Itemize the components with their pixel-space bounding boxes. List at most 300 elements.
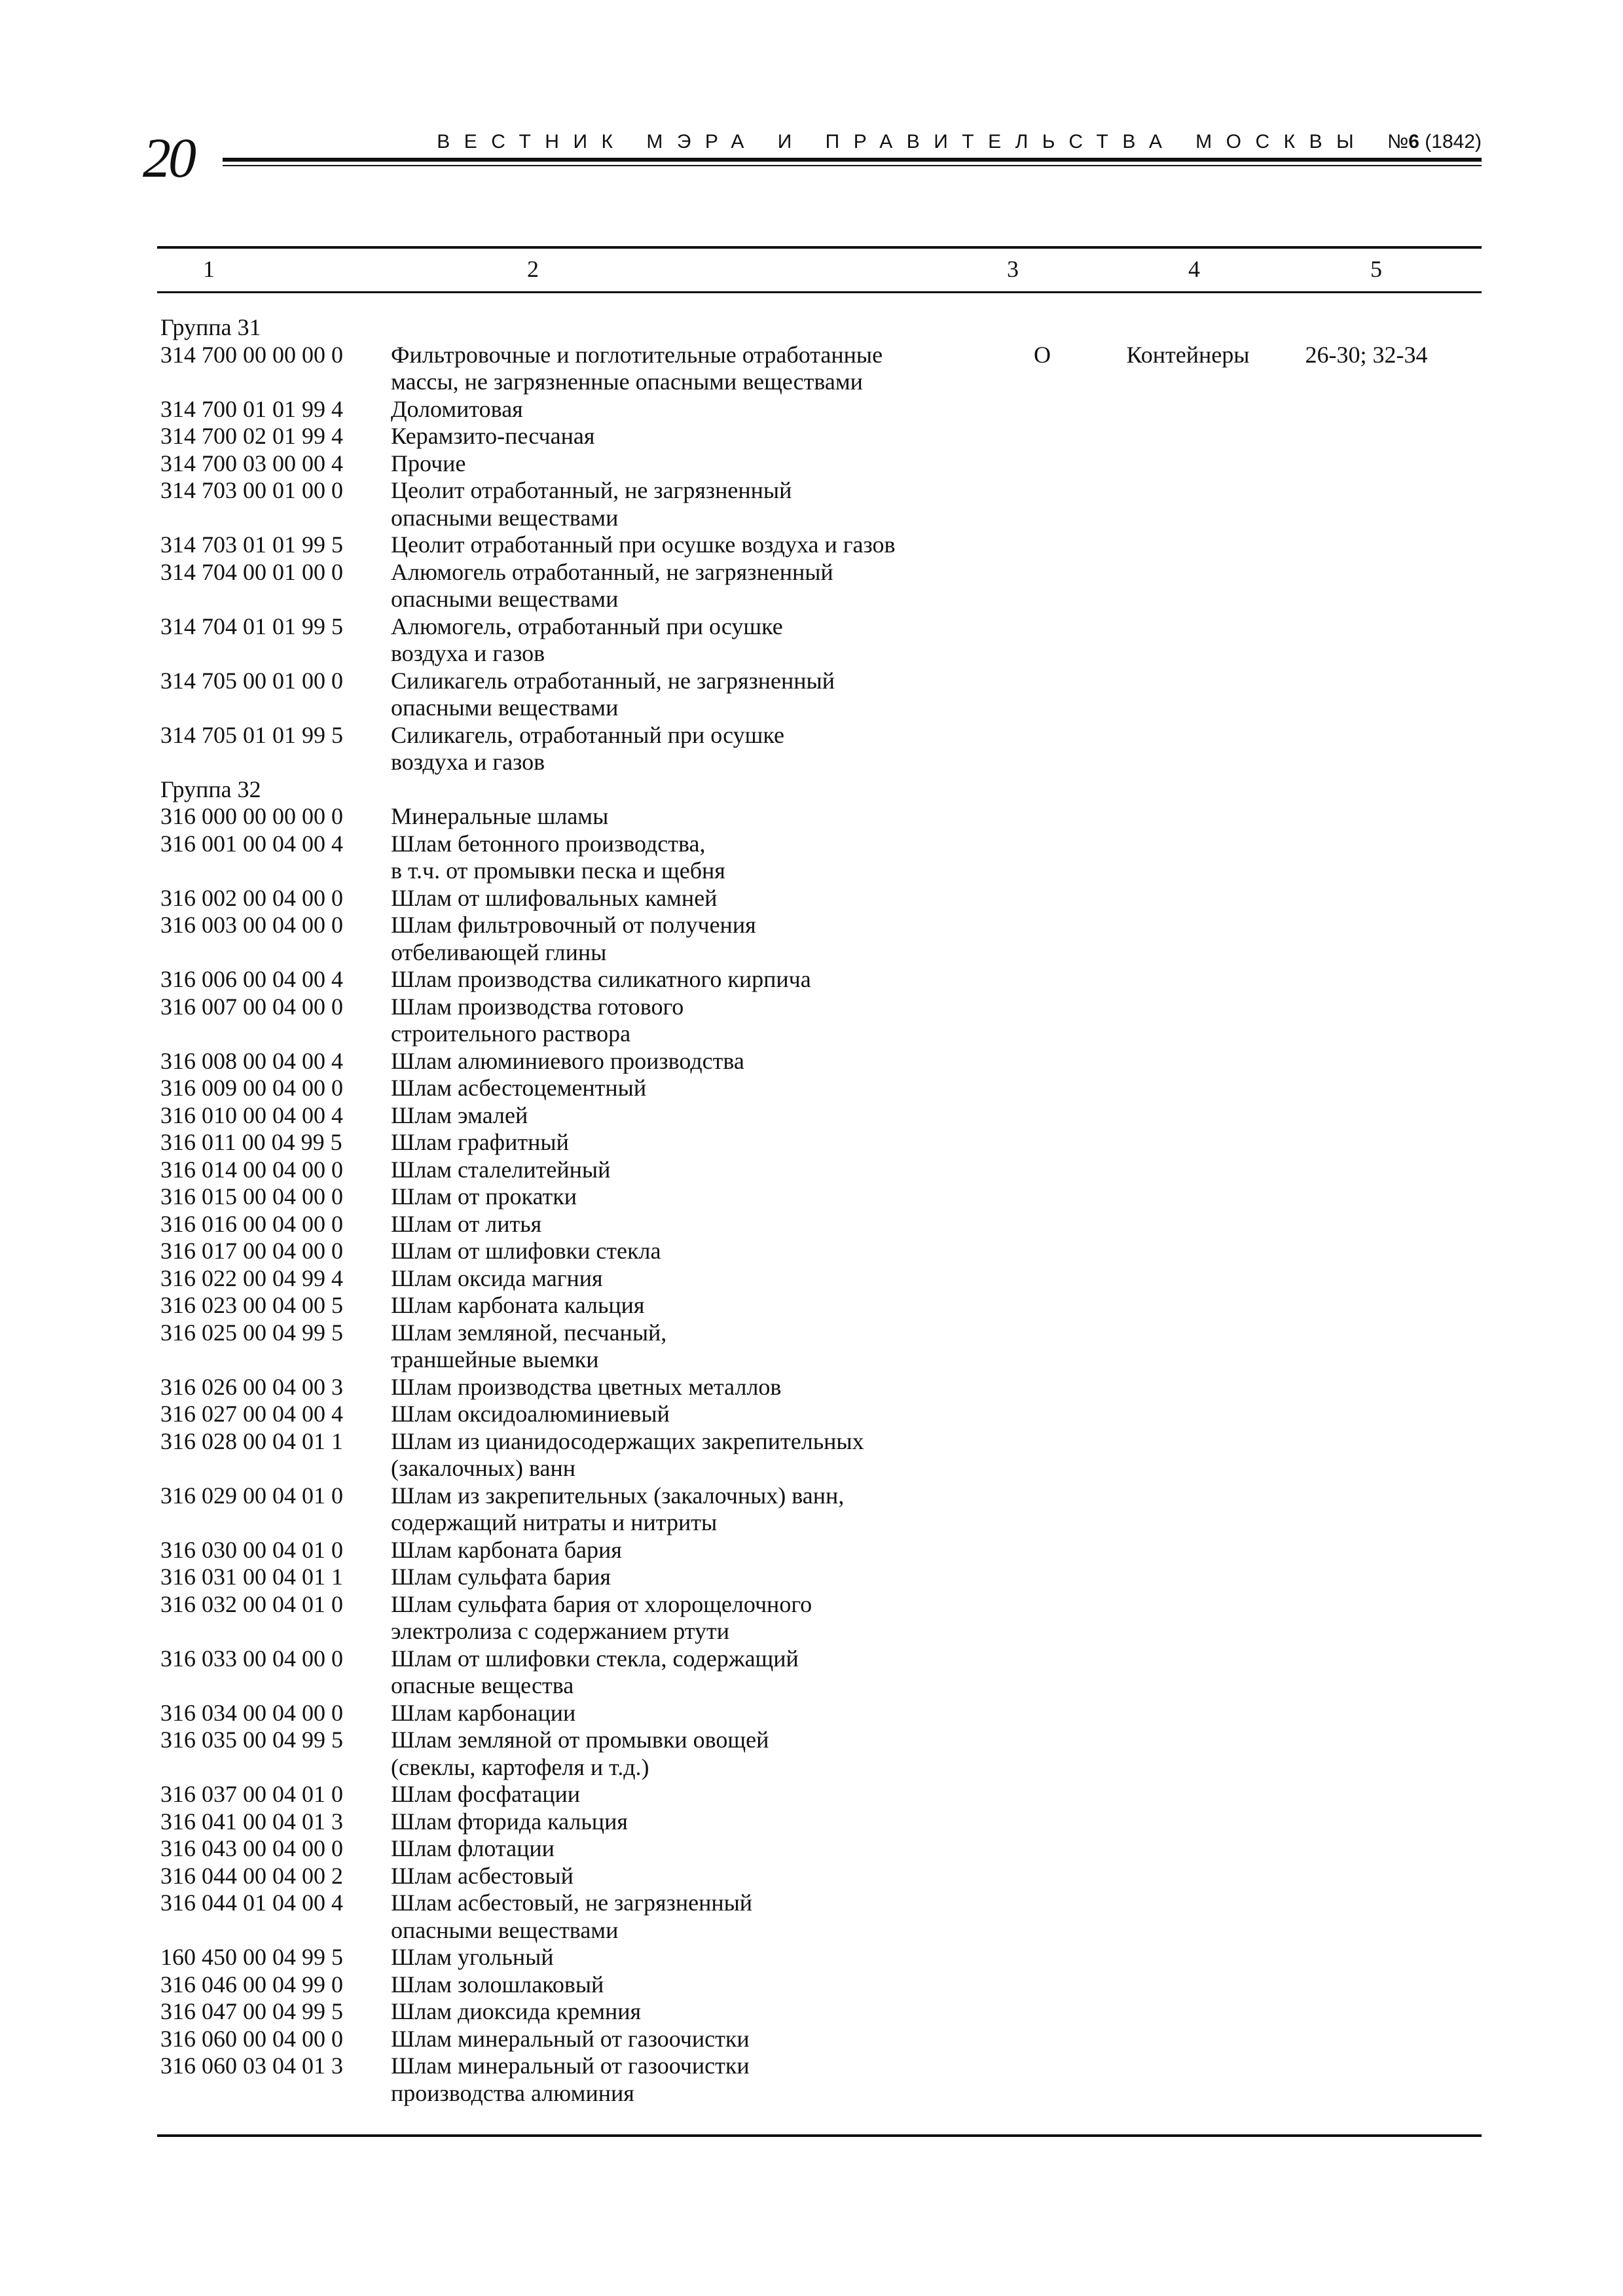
waste-name-line: Шлам графитный xyxy=(391,1129,569,1155)
waste-name xyxy=(391,2053,983,2107)
waste-code: 316 044 00 04 00 2 xyxy=(160,1862,343,1889)
table-row xyxy=(160,966,1476,994)
waste-name-line: Шлам карбоната кальция xyxy=(391,1292,645,1318)
reference-items xyxy=(1275,1319,1458,1374)
waste-name-line: Шлам оксидоалюминиевый xyxy=(391,1401,670,1427)
waste-name-line: Керамзито-песчаная xyxy=(391,423,595,449)
waste-code: 316 011 00 04 99 5 xyxy=(160,1129,342,1155)
table-row xyxy=(160,2026,1476,2053)
waste-name-line: Шлам золошлаковый xyxy=(391,1971,604,1998)
waste-name xyxy=(391,1564,983,1591)
waste-name xyxy=(391,450,983,478)
hazard-class xyxy=(983,396,1101,423)
table-row xyxy=(160,396,1476,423)
table-row xyxy=(160,831,1476,885)
waste-code: 314 705 00 01 00 0 xyxy=(160,667,343,694)
waste-name-line: воздуха и газов xyxy=(391,749,545,775)
issue-total: (1842) xyxy=(1425,131,1482,152)
storage-method xyxy=(1101,1183,1275,1211)
hazard-class xyxy=(983,1700,1101,1727)
storage-method xyxy=(1101,994,1275,1048)
waste-name xyxy=(391,966,983,994)
storage-method xyxy=(1101,1157,1275,1184)
reference-items xyxy=(1275,668,1458,722)
header-rule-thin xyxy=(223,165,1482,166)
waste-name-line: отбеливающей глины xyxy=(391,939,607,965)
table-row xyxy=(160,1211,1476,1238)
waste-name-line: строительного раствора xyxy=(391,1020,631,1047)
reference-items: 26-30; 32-34 xyxy=(1305,341,1428,368)
storage-method xyxy=(1101,1700,1275,1727)
waste-name xyxy=(391,1944,983,1971)
waste-code: 316 029 00 04 01 0 xyxy=(160,1482,343,1509)
waste-name-line: Шлам сталелитейный xyxy=(391,1156,611,1183)
waste-code: 316 028 00 04 01 1 xyxy=(160,1427,343,1454)
waste-classification-table xyxy=(160,314,1476,2107)
hazard-class xyxy=(983,1998,1101,2026)
hazard-class xyxy=(983,1265,1101,1293)
issue-prefix: № xyxy=(1387,131,1409,152)
waste-code: 314 700 00 00 00 0 xyxy=(160,341,343,368)
table-row xyxy=(160,613,1476,668)
waste-name xyxy=(391,1211,983,1238)
waste-name xyxy=(391,1292,983,1319)
storage-method xyxy=(1101,1890,1275,1944)
reference-items xyxy=(1275,1102,1458,1130)
reference-items xyxy=(1275,1564,1458,1591)
waste-name xyxy=(391,396,983,423)
reference-items xyxy=(1275,1292,1458,1319)
reference-items xyxy=(1275,831,1458,885)
waste-name xyxy=(391,1319,983,1374)
hazard-class xyxy=(983,1645,1101,1700)
waste-code: 316 023 00 04 00 5 xyxy=(160,1292,343,1318)
reference-items xyxy=(1275,1265,1458,1293)
waste-name xyxy=(391,1727,983,1781)
storage-method xyxy=(1101,559,1275,613)
hazard-class xyxy=(983,477,1101,531)
table-row xyxy=(160,1537,1476,1564)
waste-name xyxy=(391,1374,983,1401)
reference-items xyxy=(1275,1075,1458,1102)
table-top-rule xyxy=(157,246,1482,249)
storage-method xyxy=(1101,613,1275,668)
reference-items xyxy=(1275,1727,1458,1781)
hazard-class xyxy=(983,1863,1101,1890)
hazard-class xyxy=(983,1890,1101,1944)
reference-items xyxy=(1275,531,1458,559)
storage-method xyxy=(1101,912,1275,966)
hazard-class xyxy=(983,450,1101,478)
waste-name-line: Шлам от литья xyxy=(391,1210,542,1237)
waste-name xyxy=(391,1102,983,1130)
waste-name-line: Силикагель отработанный, не загрязненный xyxy=(391,667,835,694)
column-number-2: 2 xyxy=(527,256,539,282)
waste-name-line: Минеральные шламы xyxy=(391,803,609,829)
waste-code: 316 007 00 04 00 0 xyxy=(160,993,343,1020)
issue-label xyxy=(1387,131,1482,152)
waste-code: 316 044 01 04 00 4 xyxy=(160,1890,343,1916)
waste-code: 316 008 00 04 00 4 xyxy=(160,1047,343,1074)
waste-name-line: Фильтровочные и поглотительные отработанные xyxy=(391,341,883,368)
table-row xyxy=(160,994,1476,1048)
table-row xyxy=(160,1727,1476,1781)
reference-items xyxy=(1275,1645,1458,1700)
waste-name-line: Шлам производства силикатного кирпича xyxy=(391,966,811,992)
table-row xyxy=(160,1890,1476,1944)
table-row xyxy=(160,531,1476,559)
waste-name xyxy=(391,1482,983,1537)
waste-name xyxy=(391,803,983,831)
reference-items xyxy=(1275,1129,1458,1157)
storage-method xyxy=(1101,1944,1275,1971)
waste-code: 316 010 00 04 00 4 xyxy=(160,1102,343,1128)
waste-name xyxy=(391,1183,983,1211)
table-row xyxy=(160,1129,1476,1157)
reference-items xyxy=(1275,2053,1458,2107)
hazard-class xyxy=(983,1102,1101,1130)
reference-items xyxy=(1275,1890,1458,1944)
waste-name-line: Шлам эмалей xyxy=(391,1102,528,1128)
reference-items xyxy=(1275,1401,1458,1428)
hazard-class xyxy=(983,1129,1101,1157)
reference-items xyxy=(1275,1211,1458,1238)
reference-items xyxy=(1275,885,1458,912)
storage-method xyxy=(1101,668,1275,722)
reference-items xyxy=(1275,1482,1458,1537)
waste-code: 316 000 00 00 00 0 xyxy=(160,803,343,829)
waste-code: 316 016 00 04 00 0 xyxy=(160,1210,343,1237)
waste-name xyxy=(391,1075,983,1102)
waste-name-line: Алюмогель, отработанный при осушке xyxy=(391,613,783,639)
storage-method xyxy=(1101,1564,1275,1591)
waste-name-line: Шлам сульфата бария xyxy=(391,1564,611,1590)
journal-masthead xyxy=(437,131,1482,153)
waste-name-line: Цеолит отработанный, не загрязненный xyxy=(391,477,792,503)
waste-name-line: Шлам фильтровочный от получения xyxy=(391,912,756,938)
waste-name-line: Шлам асбестовый xyxy=(391,1862,574,1889)
reference-items xyxy=(1275,1183,1458,1211)
waste-name xyxy=(391,1428,983,1482)
waste-code: 316 031 00 04 01 1 xyxy=(160,1564,343,1590)
waste-name xyxy=(391,831,983,885)
waste-name-line: Шлам от шлифовки стекла xyxy=(391,1238,661,1264)
waste-code: 316 030 00 04 01 0 xyxy=(160,1536,343,1563)
hazard-class xyxy=(983,1075,1101,1102)
reference-items xyxy=(1275,1537,1458,1564)
waste-name-line: в т.ч. от промывки песка и щебня xyxy=(391,857,725,884)
storage-method xyxy=(1101,2053,1275,2107)
reference-items xyxy=(1275,722,1458,776)
storage-method xyxy=(1101,477,1275,531)
waste-name xyxy=(391,1265,983,1293)
waste-name-line: (свеклы, картофеля и т.д.) xyxy=(391,1753,649,1780)
waste-name-line: траншейные выемки xyxy=(391,1346,599,1372)
storage-method xyxy=(1101,1048,1275,1075)
waste-code: 316 022 00 04 99 4 xyxy=(160,1265,343,1291)
waste-name xyxy=(391,531,983,559)
column-number-5: 5 xyxy=(1370,256,1382,282)
table-bottom-rule xyxy=(157,2134,1482,2137)
reference-items xyxy=(1275,450,1458,478)
waste-code: 316 025 00 04 99 5 xyxy=(160,1319,343,1346)
waste-name-line: Шлам угольный xyxy=(391,1944,554,1970)
group-heading: Группа 31 xyxy=(160,314,261,340)
table-row xyxy=(160,1048,1476,1075)
waste-name xyxy=(391,1890,983,1944)
waste-code: 316 034 00 04 00 0 xyxy=(160,1699,343,1726)
storage-method xyxy=(1101,1591,1275,1645)
storage-method xyxy=(1101,1482,1275,1537)
waste-name-line: Шлам от шлифовальных камней xyxy=(391,884,718,911)
waste-name-line: Шлам земляной от промывки овощей xyxy=(391,1727,769,1753)
waste-name xyxy=(391,1971,983,1999)
storage-method xyxy=(1101,1211,1275,1238)
hazard-class xyxy=(983,1808,1101,1836)
waste-name-line: производства алюминия xyxy=(391,2079,634,2106)
waste-name-line: Шлам асбестовый, не загрязненный xyxy=(391,1890,753,1916)
waste-name-line: Цеолит отработанный при осушке воздуха и газов xyxy=(391,531,896,558)
hazard-class xyxy=(983,885,1101,912)
hazard-class xyxy=(983,722,1101,776)
page-number: 20 xyxy=(143,126,194,189)
hazard-class xyxy=(983,1428,1101,1482)
reference-items xyxy=(1275,994,1458,1048)
hazard-class xyxy=(983,531,1101,559)
waste-name-line: Шлам фосфатации xyxy=(391,1781,581,1807)
waste-code: 314 700 02 01 99 4 xyxy=(160,423,343,449)
waste-name xyxy=(391,342,983,396)
table-row xyxy=(160,1482,1476,1537)
journal-title: ВЕСТНИК МЭРА И ПРАВИТЕЛЬСТВА МОСКВЫ xyxy=(437,131,1368,152)
waste-name-line: Шлам производства цветных металлов xyxy=(391,1373,782,1400)
waste-code: 316 006 00 04 00 4 xyxy=(160,966,343,992)
waste-name xyxy=(391,1700,983,1727)
waste-name-line: Доломитовая xyxy=(391,395,523,422)
waste-name xyxy=(391,477,983,531)
table-row xyxy=(160,1971,1476,1999)
waste-name-line: Шлам фторида кальция xyxy=(391,1808,628,1835)
table-row xyxy=(160,477,1476,531)
table-row xyxy=(160,912,1476,966)
table-row xyxy=(160,423,1476,450)
waste-code: 314 704 01 01 99 5 xyxy=(160,613,343,639)
reference-items xyxy=(1275,966,1458,994)
reference-items xyxy=(1275,1998,1458,2026)
table-row xyxy=(160,1238,1476,1265)
hazard-class xyxy=(983,831,1101,885)
hazard-class xyxy=(983,1374,1101,1401)
waste-name xyxy=(391,722,983,776)
storage-method xyxy=(1101,1835,1275,1863)
reference-items xyxy=(1275,477,1458,531)
hazard-class xyxy=(983,1319,1101,1374)
table-row xyxy=(160,2053,1476,2107)
column-number-3: 3 xyxy=(1007,256,1019,282)
waste-name-line: массы, не загрязненные опасными веществами xyxy=(391,368,863,395)
storage-method xyxy=(1101,966,1275,994)
waste-name-line: воздуха и газов xyxy=(391,640,545,666)
hazard-class xyxy=(983,1564,1101,1591)
waste-name xyxy=(391,1157,983,1184)
waste-code: 316 015 00 04 00 0 xyxy=(160,1183,343,1210)
hazard-class xyxy=(983,2026,1101,2053)
reference-items xyxy=(1275,423,1458,450)
storage-method xyxy=(1101,1808,1275,1836)
table-row xyxy=(160,450,1476,478)
storage-method xyxy=(1101,803,1275,831)
reference-items xyxy=(1275,1781,1458,1808)
hazard-class xyxy=(983,1482,1101,1537)
storage-method xyxy=(1101,885,1275,912)
waste-name-line: Шлам сульфата бария от хлорощелочного xyxy=(391,1590,812,1617)
column-number-header xyxy=(157,255,1482,287)
waste-name-line: Шлам алюминиевого производства xyxy=(391,1047,744,1074)
table-row xyxy=(160,1564,1476,1591)
waste-code: 316 033 00 04 00 0 xyxy=(160,1645,343,1672)
column-number-4: 4 xyxy=(1188,256,1200,282)
storage-method xyxy=(1101,1075,1275,1102)
storage-method xyxy=(1101,531,1275,559)
waste-name xyxy=(391,2026,983,2053)
waste-code: 316 060 03 04 01 3 xyxy=(160,2053,343,2079)
table-row xyxy=(160,1591,1476,1645)
storage-method xyxy=(1101,1129,1275,1157)
waste-name xyxy=(391,1238,983,1265)
waste-code: 314 700 01 01 99 4 xyxy=(160,395,343,422)
waste-name xyxy=(391,1401,983,1428)
waste-name xyxy=(391,668,983,722)
table-row xyxy=(160,668,1476,722)
waste-code: 316 060 00 04 00 0 xyxy=(160,2025,343,2052)
table-row xyxy=(160,1998,1476,2026)
table-row xyxy=(160,1401,1476,1428)
storage-method xyxy=(1101,1428,1275,1482)
hazard-class xyxy=(983,2053,1101,2107)
table-row xyxy=(160,1183,1476,1211)
waste-name xyxy=(391,912,983,966)
waste-code: 316 041 00 04 01 3 xyxy=(160,1808,343,1835)
reference-items xyxy=(1275,613,1458,668)
waste-name xyxy=(391,1537,983,1564)
waste-name xyxy=(391,1835,983,1863)
waste-name-line: опасные вещества xyxy=(391,1672,574,1698)
hazard-class xyxy=(983,1537,1101,1564)
waste-code: 316 037 00 04 01 0 xyxy=(160,1781,343,1807)
hazard-class: О xyxy=(1034,341,1051,368)
table-row xyxy=(160,1265,1476,1293)
hazard-class xyxy=(983,803,1101,831)
waste-code: 316 001 00 04 00 4 xyxy=(160,830,343,857)
reference-items xyxy=(1275,1700,1458,1727)
table-row xyxy=(160,803,1476,831)
hazard-class xyxy=(983,1048,1101,1075)
hazard-class xyxy=(983,994,1101,1048)
waste-name-line: Алюмогель отработанный, не загрязненный xyxy=(391,558,833,585)
waste-name xyxy=(391,1129,983,1157)
waste-name-line: Шлам производства готового xyxy=(391,993,684,1020)
table-row xyxy=(160,1075,1476,1102)
waste-name xyxy=(391,613,983,668)
waste-name xyxy=(391,423,983,450)
storage-method xyxy=(1101,450,1275,478)
header-rule-thick xyxy=(223,158,1482,162)
reference-items xyxy=(1275,1374,1458,1401)
waste-code: 316 046 00 04 99 0 xyxy=(160,1971,343,1998)
waste-code: 316 003 00 04 00 0 xyxy=(160,912,343,938)
storage-method xyxy=(1101,2026,1275,2053)
waste-name-line: Шлам карбонации xyxy=(391,1699,576,1726)
waste-code: 314 700 03 00 00 4 xyxy=(160,450,343,476)
waste-name-line: Шлам асбестоцементный xyxy=(391,1075,647,1101)
table-row xyxy=(160,1808,1476,1836)
reference-items xyxy=(1275,2026,1458,2053)
storage-method xyxy=(1101,722,1275,776)
table-row xyxy=(160,559,1476,613)
storage-method xyxy=(1101,1781,1275,1808)
reference-items xyxy=(1275,559,1458,613)
waste-name-line: Шлам карбоната бария xyxy=(391,1536,622,1563)
table-header-rule xyxy=(157,291,1482,293)
waste-name-line: Шлам от прокатки xyxy=(391,1183,577,1210)
waste-name-line: Шлам минеральный от газоочистки xyxy=(391,2053,750,2079)
storage-method xyxy=(1101,1265,1275,1293)
hazard-class xyxy=(983,1157,1101,1184)
waste-code: 316 002 00 04 00 0 xyxy=(160,884,343,911)
storage-method xyxy=(1101,1998,1275,2026)
waste-name-line: опасными веществами xyxy=(391,694,619,721)
waste-name-line: Силикагель, отработанный при осушке xyxy=(391,721,784,748)
waste-name-line: Шлам оксида магния xyxy=(391,1265,603,1291)
reference-items xyxy=(1275,1808,1458,1836)
storage-method xyxy=(1101,1863,1275,1890)
storage-method xyxy=(1101,1401,1275,1428)
storage-method xyxy=(1101,1102,1275,1130)
hazard-class xyxy=(983,1238,1101,1265)
waste-name-line: Шлам флотации xyxy=(391,1835,555,1861)
hazard-class xyxy=(983,1401,1101,1428)
table-row xyxy=(160,1645,1476,1700)
hazard-class xyxy=(983,1292,1101,1319)
hazard-class xyxy=(983,559,1101,613)
waste-code: 314 703 01 01 99 5 xyxy=(160,531,343,558)
table-row xyxy=(160,342,1476,396)
waste-name-line: Шлам от шлифовки стекла, содержащий xyxy=(391,1645,799,1672)
table-row xyxy=(160,1157,1476,1184)
reference-items xyxy=(1275,1863,1458,1890)
waste-name-line: опасными веществами xyxy=(391,1916,619,1943)
reference-items xyxy=(1275,1428,1458,1482)
hazard-class xyxy=(983,912,1101,966)
waste-name xyxy=(391,1863,983,1890)
waste-code: 316 014 00 04 00 0 xyxy=(160,1156,343,1183)
hazard-class xyxy=(983,1971,1101,1999)
waste-name xyxy=(391,1591,983,1645)
column-number-1: 1 xyxy=(203,256,215,282)
waste-code: 316 017 00 04 00 0 xyxy=(160,1238,343,1264)
hazard-class xyxy=(983,1211,1101,1238)
hazard-class xyxy=(983,423,1101,450)
waste-name-line: Шлам минеральный от газоочистки xyxy=(391,2025,750,2052)
storage-method xyxy=(1101,1645,1275,1700)
table-row xyxy=(160,1700,1476,1727)
issue-number: 6 xyxy=(1408,131,1419,152)
storage-method xyxy=(1101,1537,1275,1564)
storage-method xyxy=(1101,1727,1275,1781)
waste-name-line: электролиза с содержанием ртути xyxy=(391,1618,730,1644)
waste-code: 316 043 00 04 00 0 xyxy=(160,1835,343,1861)
waste-name-line: Шлам бетонного производства, xyxy=(391,830,706,857)
